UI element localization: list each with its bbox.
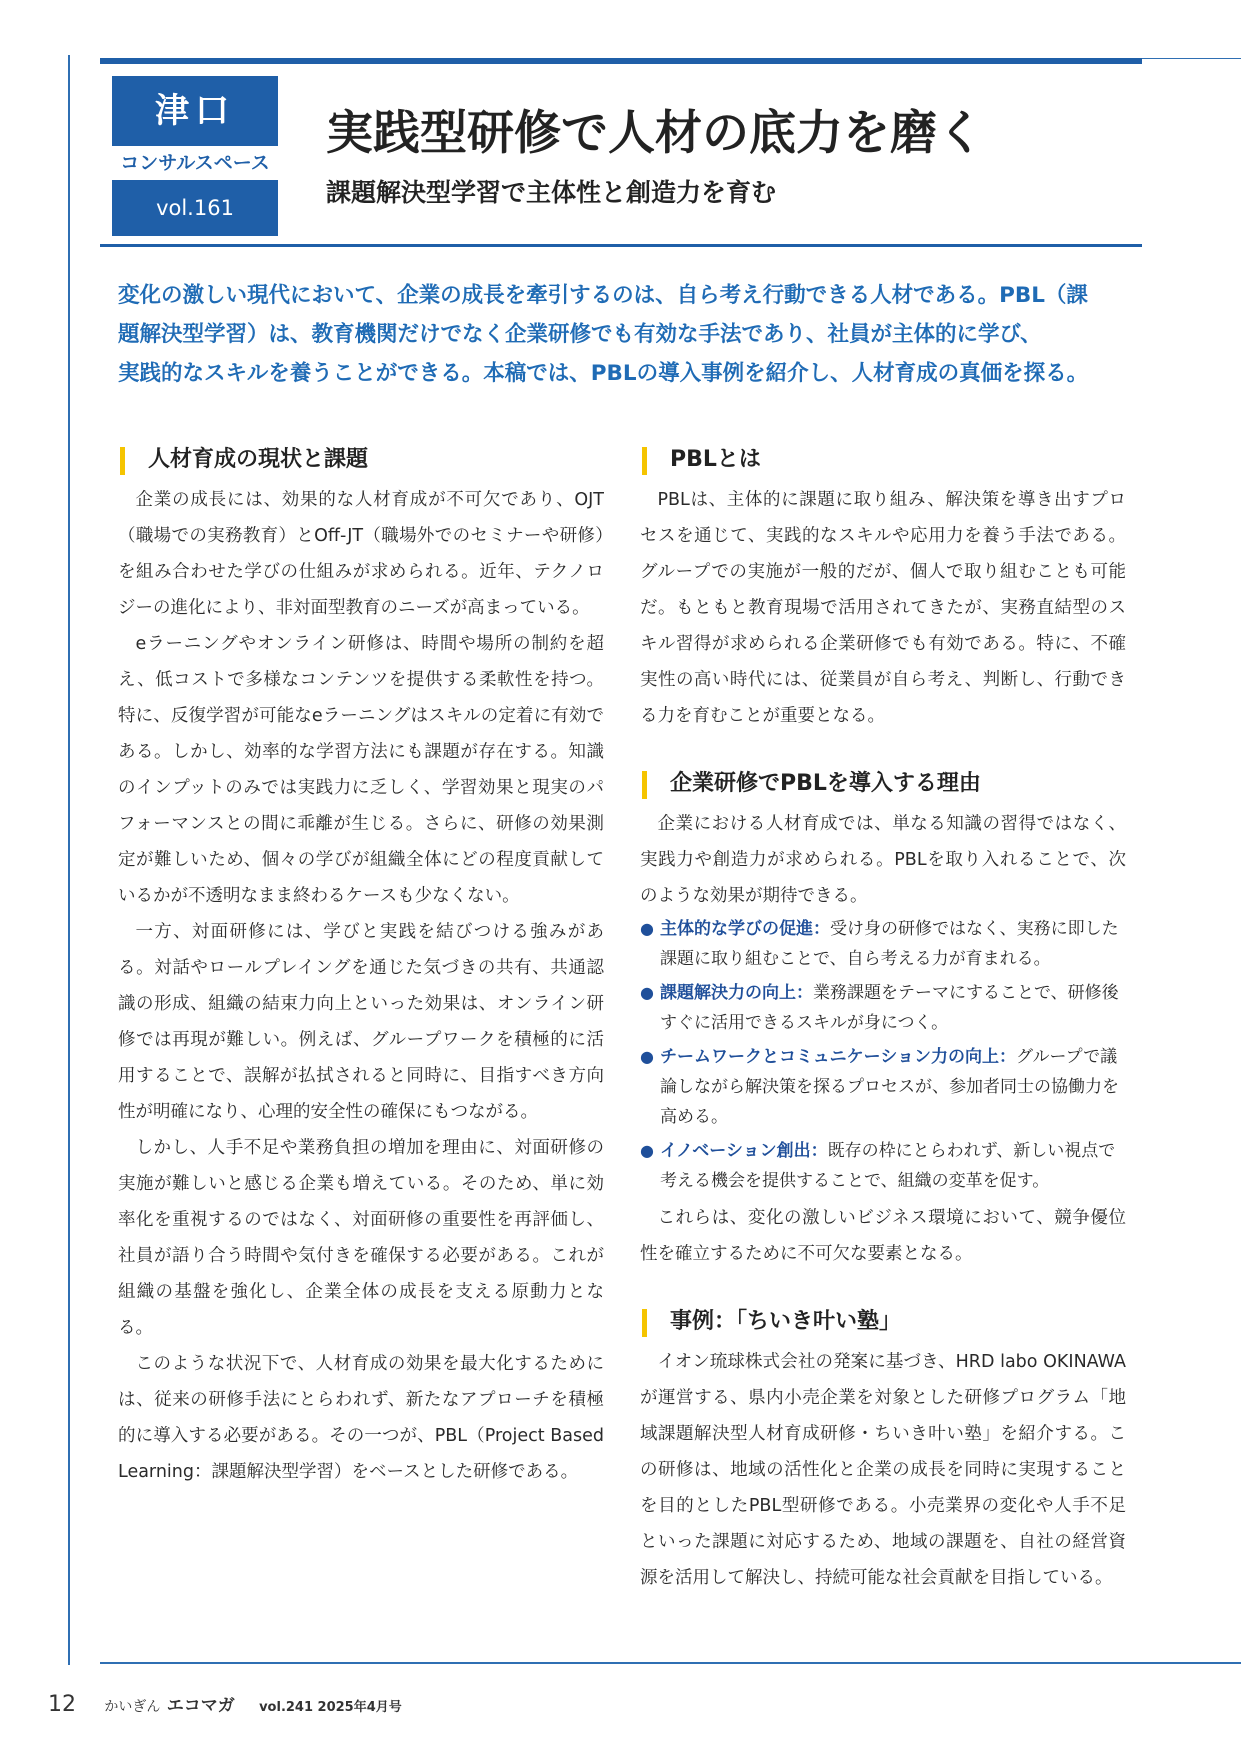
top-rule-extension [1142,58,1241,59]
article-title: 実践型研修で人材の底力を磨く [326,106,984,161]
footer-brand: かいぎん [104,1699,161,1715]
list-item-key: イノベーション創出： [660,1141,828,1161]
page-number: 12 [48,1692,76,1717]
bullet-dot-icon: ● [640,1141,654,1160]
list-item-key: 主体的な学びの促進： [660,919,830,939]
badge-name: 津口 [112,76,278,146]
list-item-key: 課題解決力の向上： [660,983,813,1003]
bullet-dot-icon: ● [640,919,654,938]
section-heading-case-study: 事例：「ちいき叶い塾」 [640,1302,1126,1342]
bullet-dot-icon: ● [640,1047,654,1066]
lead-line: 実践的なスキルを養うことができる。本稿では、PBLの導入事例を紹介し、人材育成の真価を探る。 [118,361,1089,386]
footer-rule [100,1662,1241,1664]
lead-line: 変化の激しい現代において、企業の成長を牽引するのは、自ら考え行動できる人材である。PBL（課 [118,283,1088,308]
bullet-dot-icon: ● [640,983,654,1002]
body-paragraph: イオン琉球株式会社の発案に基づき、HRD labo OKINAWAが運営する、県内小売企業を対象とした研修プログラム「地域課題解決型人材育成研修・ちいき叶い塾」を紹介する。この研修は、地域の活性化と企業の成長を同時に実現することを目的としたPBL型研修である。小売業界の変化や人手不足といった課題に対応するため、地域の課題を、自社の経営資源を活用して解決し、持続可能な社会貢献を目指している。 [640,1352,1126,1588]
lead-line: 題解決型学習）は、教育機関だけでなく企業研修でも有効な手法であり、社員が主体的に学び、 [118,322,1042,347]
body-paragraph: しかし、人手不足や業務負担の増加を理由に、対面研修の実施が難しいと感じる企業も増えている。そのため、単に効率化を重視するのではなく、対面研修の重要性を再評価し、社員が語り合う時間や気付きを確保する必要がある。これが組織の基盤を強化し、企業全体の成長を支える原動力となる。 [118,1138,604,1338]
list-item [640,1136,1126,1196]
page-footer [48,1691,402,1717]
body-paragraph: 企業における人材育成では、単なる知識の習得ではなく、実践力や創造力が求められる。PBLを取り入れることで、次のような効果が期待できる。 [640,814,1126,906]
body-paragraph: 一方、対面研修には、学びと実践を結びつける強みがある。対話やロールプレイングを通じた気づきの共有、共通認識の形成、組織の結束力向上といった効果は、オンライン研修では再現が難しい。例えば、グループワークを積極的に活用することで、誤解が払拭されると同時に、目指すべき方向性が明確になり、心理的安全性の確保にもつながる。 [118,922,604,1122]
list-item-text: 業務課題をテーマにすることで、研修後すぐに活用できるスキルが身につく。 [660,983,1119,1033]
section-heading-current-state: 人材育成の現状と課題 [118,440,604,480]
left-column [118,440,604,1490]
list-item [640,1042,1126,1132]
badge-series: コンサルスペース [112,146,278,180]
body-paragraph: これらは、変化の激しいビジネス環境において、競争優位性を確立するために不可欠な要素となる。 [640,1208,1126,1264]
article-subtitle: 課題解決型学習で主体性と創造力を育む [326,178,777,207]
body-paragraph: 企業の成長には、効果的な人材育成が不可欠であり、OJT（職場での実務教育）とOff-JT（職場外でのセミナーや研修）を組み合わせた学びの仕組みが求められる。近年、テクノロジーの進化により、非対面型教育のニーズが高まっている。 [118,490,604,618]
section-heading-why-pbl: 企業研修でPBLを導入する理由 [640,764,1126,804]
list-item-text: 受け身の研修ではなく、実務に即した課題に取り組むことで、自ら考える力が育まれる。 [660,919,1119,969]
header-bottom-rule [100,244,1142,247]
footer-magazine: エコマガ [166,1696,235,1716]
right-column [640,440,1126,1596]
left-margin-rule [68,55,70,1665]
badge-volume: vol.161 [112,180,278,236]
list-item-key: チームワークとコミュニケーション力の向上： [660,1047,1016,1067]
list-item [640,978,1126,1038]
lead-paragraph [118,276,1128,393]
body-paragraph: PBLは、主体的に課題に取り組み、解決策を導き出すプロセスを通じて、実践的なスキルや応用力を養う手法である。グループでの実施が一般的だが、個人で取り組むことも可能だ。もともと教育現場で活用されてきたが、実務直結型のスキル習得が求められる企業研修でも有効である。特に、不確実性の高い時代には、従業員が自ら考え、判断し、行動できる力を育むことが重要となる。 [640,490,1126,726]
column-badge [112,76,278,236]
list-item-text: グループで議論しながら解決策を探るプロセスが、参加者同士の協働力を高める。 [660,1047,1119,1127]
body-paragraph: eラーニングやオンライン研修は、時間や場所の制約を超え、低コストで多様なコンテンツを提供する柔軟性を持つ。特に、反復学習が可能なeラーニングはスキルの定着に有効である。しかし、効率的な学習方法にも課題が存在する。知識のインプットのみでは実践力に乏しく、学習効果と現実のパフォーマンスとの間に乖離が生じる。さらに、研修の効果測定が難しいため、個々の学びが組織全体にどの程度貢献しているかが不透明なまま終わるケースも少なくない。 [118,634,604,906]
section-heading-pbl: PBLとは [640,440,1126,480]
list-item [640,914,1126,974]
body-paragraph: このような状況下で、人材育成の効果を最大化するためには、従来の研修手法にとらわれず、新たなアプローチを積極的に導入する必要がある。その一つが、PBL（Project Based Learning：課題解決型学習）をベースとした研修である。 [118,1354,604,1482]
top-rule [100,58,1142,64]
list-item-text: 既存の枠にとらわれず、新しい視点で考える機会を提供することで、組織の変革を促す。 [660,1141,1116,1191]
footer-issue: vol.241 2025年4月号 [259,1700,402,1715]
